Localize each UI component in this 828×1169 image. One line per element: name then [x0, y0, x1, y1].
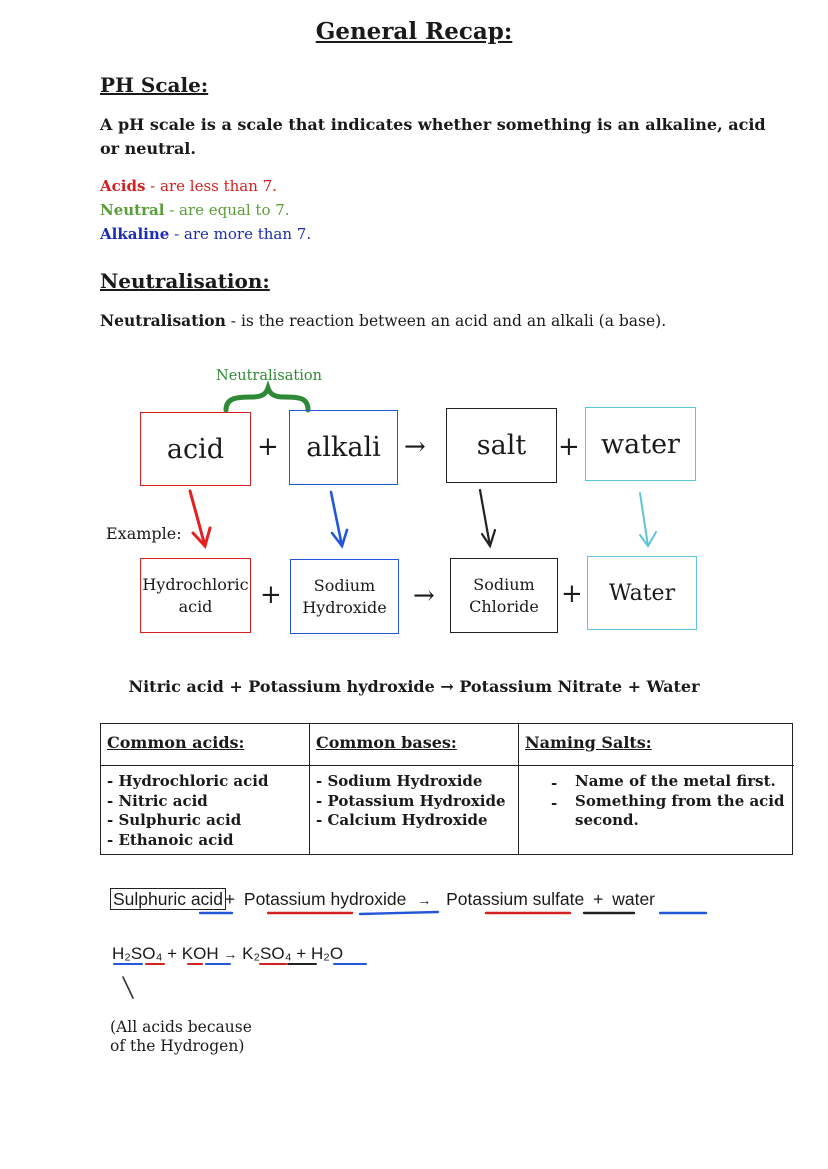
salt-box — [446, 408, 557, 483]
summary-table — [100, 723, 793, 855]
potassium-sulfate-term: Potassium sulfate — [446, 889, 585, 909]
common-acids-column — [101, 724, 309, 854]
ph-acids-term: Acids — [100, 177, 146, 195]
hydrochloric-acid-box — [140, 558, 251, 633]
naming-salts-list — [575, 772, 785, 831]
list-item: - Sulphuric acid — [107, 811, 242, 829]
acid-label: acid — [166, 433, 225, 465]
potassium-hydroxide-term: Potassium hydroxide — [243, 889, 407, 909]
neutralisation-brace — [226, 388, 308, 410]
black-down-arrow-icon — [480, 490, 495, 546]
hydrochloric-acid-line-2: acid — [178, 596, 213, 616]
list-item: - Ethanoic acid — [107, 830, 234, 849]
common-bases-header: Common bases: — [316, 733, 457, 752]
ph-alkaline-desc: - are more than 7. — [169, 225, 312, 243]
symbol-arrow: → — [223, 946, 238, 962]
water-example-label: Water — [608, 580, 676, 606]
list-item: - Nitric acid — [107, 791, 208, 810]
word-arrow: → — [417, 892, 432, 908]
blue-down-arrow-icon — [331, 492, 347, 546]
water-term: water — [612, 889, 656, 909]
water-example-box — [587, 556, 697, 630]
naming-salts-dashes: - - — [551, 774, 558, 812]
brace-label: Neutralisation — [216, 368, 322, 384]
salt-label: salt — [476, 430, 527, 461]
ph-intro-line-2: or neutral. — [100, 139, 196, 158]
top-plus-1: + — [257, 432, 279, 462]
hydrogen-note-line-2: of the Hydrogen) — [110, 1037, 245, 1055]
list-item: Something from the acid — [575, 791, 785, 810]
hydrogen-note-line-1: (All acids because — [110, 1018, 252, 1036]
naming-salts-column — [518, 724, 794, 854]
h2o-formula: H₂O — [310, 944, 344, 963]
page-title: General Recap: — [315, 18, 513, 45]
list-item: - Potassium Hydroxide — [316, 791, 506, 810]
ph-alkaline-term: Alkaline — [100, 225, 170, 243]
list-item: - Hydrochloric acid — [107, 772, 269, 790]
list-item: - Sodium Hydroxide — [316, 772, 483, 790]
sulphuric-acid-term: Sulphuric acid — [110, 888, 226, 910]
list-item: second. — [575, 811, 639, 829]
sodium-hydroxide-box — [290, 559, 399, 634]
hydrochloric-acid-line-1: Hydrochloric — [142, 574, 249, 594]
sodium-chloride-box — [450, 558, 558, 633]
k2so4-formula: K₂SO₄ — [242, 944, 292, 963]
symbol-plus-2: + — [296, 944, 307, 963]
alkali-box — [289, 410, 398, 485]
top-arrow: → — [404, 432, 426, 462]
hydrogen-note — [110, 1018, 252, 1056]
cyan-down-arrow-icon — [640, 493, 656, 546]
sodium-chloride-line-1: Sodium — [473, 574, 535, 594]
list-item: - Calcium Hydroxide — [316, 811, 488, 829]
list-item: Name of the metal first. — [575, 772, 776, 790]
word-plus-2: + — [593, 889, 604, 909]
ph-acids-desc: - are less than 7. — [145, 177, 277, 195]
common-acids-list — [107, 772, 268, 850]
common-bases-column — [309, 724, 518, 854]
alkali-label: alkali — [306, 432, 381, 463]
ph-scale-heading: PH Scale: — [100, 73, 209, 97]
nitric-acid-equation: Nitric acid + Potassium hydroxide → Potassium Nitrate + Water — [128, 677, 700, 696]
common-bases-list — [316, 772, 506, 831]
sodium-hydroxide-line-1: Sodium — [313, 575, 376, 595]
bottom-arrow: → — [413, 581, 435, 611]
acid-box — [140, 412, 251, 486]
top-plus-2: + — [558, 432, 580, 462]
water-label: water — [601, 428, 680, 460]
underline-annotations — [0, 880, 828, 1010]
example-label: Example: — [106, 524, 182, 543]
sodium-chloride-line-2: Chloride — [469, 596, 539, 616]
neutralisation-def-term: Neutralisation — [100, 311, 226, 330]
water-box — [585, 407, 696, 481]
neutralisation-heading: Neutralisation: — [100, 269, 270, 293]
red-down-arrow-icon — [190, 491, 210, 546]
symbol-plus-1: + — [167, 944, 178, 963]
word-plus-1: + — [224, 889, 236, 909]
sodium-hydroxide-line-2: Hydroxide — [302, 597, 387, 617]
bottom-plus-1: + — [260, 580, 282, 610]
ph-neutral-desc: - are equal to 7. — [164, 201, 290, 219]
common-acids-header: Common acids: — [107, 733, 245, 752]
h2so4-formula: H₂SO₄ — [112, 944, 163, 963]
naming-salts-header: Naming Salts: — [525, 733, 652, 752]
bottom-plus-2: + — [561, 579, 583, 609]
koh-formula: KOH — [181, 944, 219, 963]
neutralisation-def-text: - is the reaction between an acid and an alkali (a base). — [225, 312, 667, 330]
ph-intro-line-1: A pH scale is a scale that indicates whether something is an alkaline, acid — [100, 115, 766, 134]
ph-neutral-term: Neutral — [100, 201, 165, 219]
